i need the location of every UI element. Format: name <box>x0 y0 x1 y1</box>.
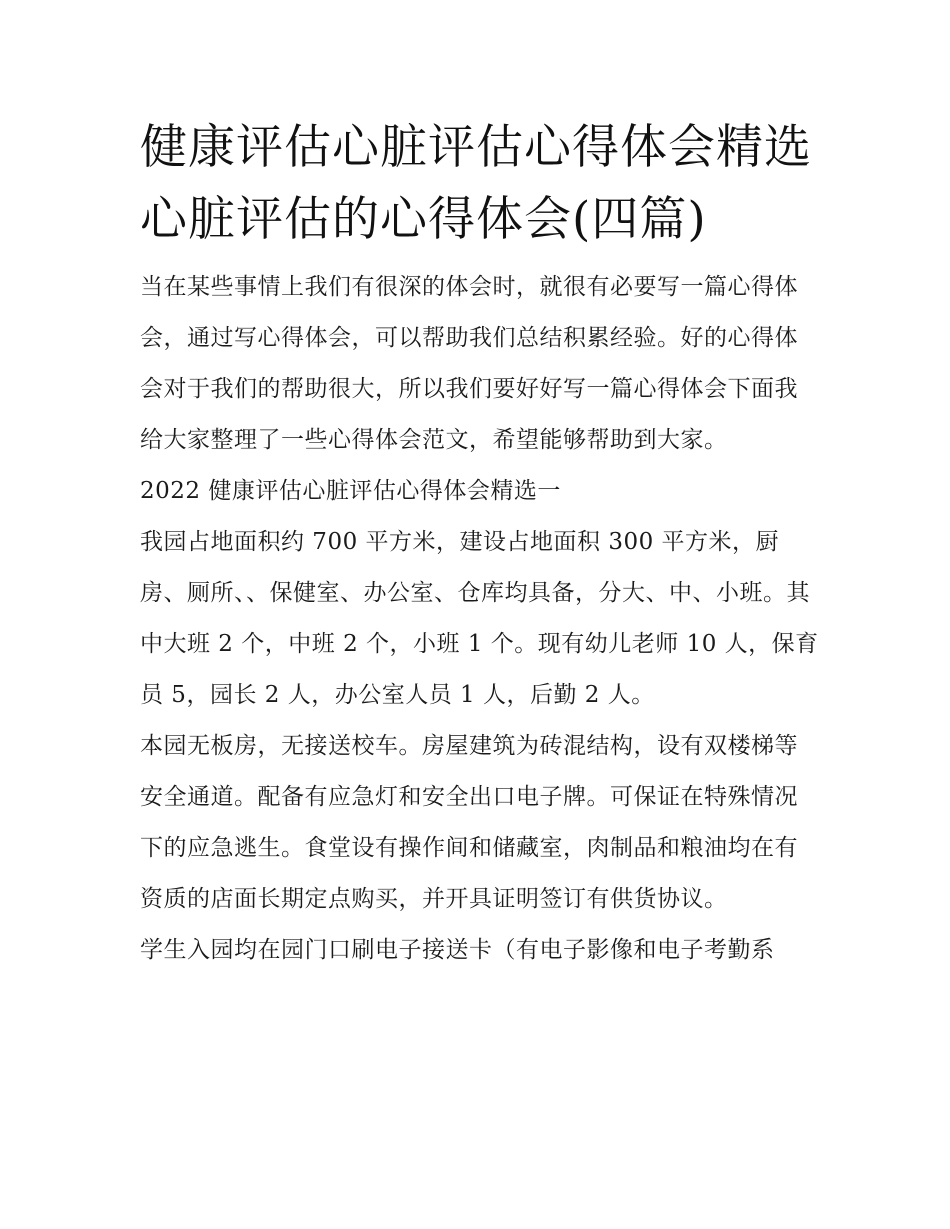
document-title: 健康评估心脏评估心得体会精选 心脏评估的心得体会(四篇) <box>140 120 812 247</box>
intro-paragraph: 当在某些事情上我们有很深的体会时，就很有必要写一篇心得体会，通过写心得体会，可以帮助我们总结积累经验。好的心得体会对于我们的帮助很大，所以我们要好好写一篇心得体会下面我给大家整理了一些心得体会范文，希望能够帮助到大家。 <box>140 274 798 453</box>
body-paragraph: 本园无板房，无接送校车。房屋建筑为砖混结构，设有双楼梯等安全通道。配备有应急灯和安全出口电子牌。可保证在特殊情况下的应急逃生。食堂设有操作间和储藏室，肉制品和粮油均在有资质的店面长期定点购买，并开具证明签订有供货协议。 <box>140 733 798 912</box>
document-body <box>140 112 820 976</box>
body-paragraph: 我园占地面积约 700 平方米，建设占地面积 300 平方米，厨房、厕所、、保健室、办公室、仓库均具备，分大、中、小班。其中大班 2 个，中班 2 个，小班 1 个。现有幼儿老师 10 人，保育员 5，园长 2 人，办公室人员 1 人，后勤 2 人。 <box>140 529 819 708</box>
section-heading: 2022 健康评估心脏评估心得体会精选一 <box>140 478 561 504</box>
body-paragraph: 学生入园均在园门口刷电子接送卡（有电子影像和电子考勤系 <box>140 937 775 963</box>
